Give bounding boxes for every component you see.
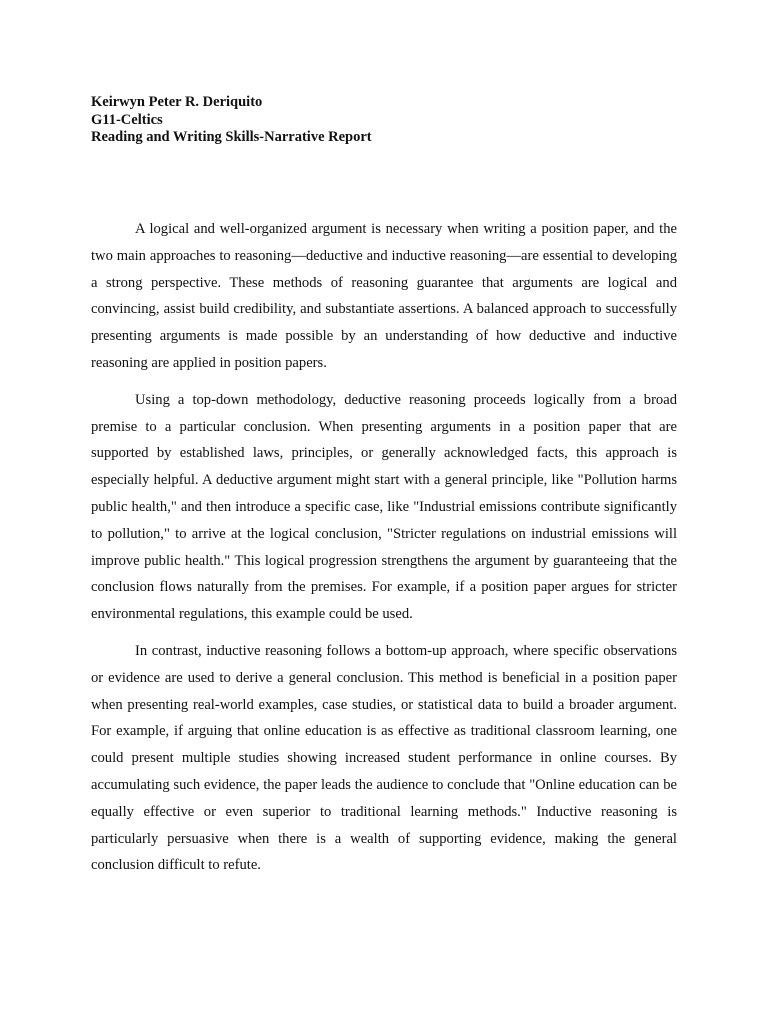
author-name: Keirwyn Peter R. Deriquito bbox=[91, 94, 263, 110]
report-title: Reading and Writing Skills-Narrative Report bbox=[91, 129, 372, 145]
class-section: G11-Celtics bbox=[91, 111, 163, 128]
paragraph-inductive: In contrast, inductive reasoning follows a bottom-up approach, where specific observations or evidence are used to derive a general conclusion. This method is beneficial in a position paper when presenting real-world examples, case studies, or statistical data to build a broader argument. For example, if arguing that online education is as effective as traditional classroom learning, one could present multiple studies showing increased student performance in online courses. By accumulating such evidence, the paper leads the audience to conclude that "Online education can be equally effective or even superior to traditional learning methods." Inductive reasoning is particularly persuasive when there is a wealth of supporting evidence, making the general conclusion difficult to refute. bbox=[91, 642, 677, 874]
paragraph-deductive: Using a top-down methodology, deductive reasoning proceeds logically from a broad premise to a particular conclusion. When presenting arguments in a position paper that are supported by established laws, principles, or generally acknowledged facts, this approach is especially helpful. A deductive argument might start with a general principle, like "Pollution harms public health," and then introduce a specific case, like "Industrial emissions contribute significantly to pollution," to arrive at the logical conclusion, "Stricter regulations on industrial emissions will improve public health." This logical progression strengthens the argument by guaranteeing that the conclusion flows naturally from the premises. For example, if a position paper argues for stricter environmental regulations, this example could be used. bbox=[91, 391, 677, 623]
document-header bbox=[91, 94, 691, 147]
document-body bbox=[91, 216, 677, 889]
paragraph-intro: A logical and well-organized argument is necessary when writing a position paper, and the two main approaches to reasoning—deductive and inductive reasoning—are essential to developing a strong perspective. These methods of reasoning guarantee that arguments are logical and convincing, assist build credibility, and substantiate assertions. A balanced approach to successfully presenting arguments is made possible by an understanding of how deductive and inductive reasoning are applied in position papers. bbox=[91, 221, 677, 371]
